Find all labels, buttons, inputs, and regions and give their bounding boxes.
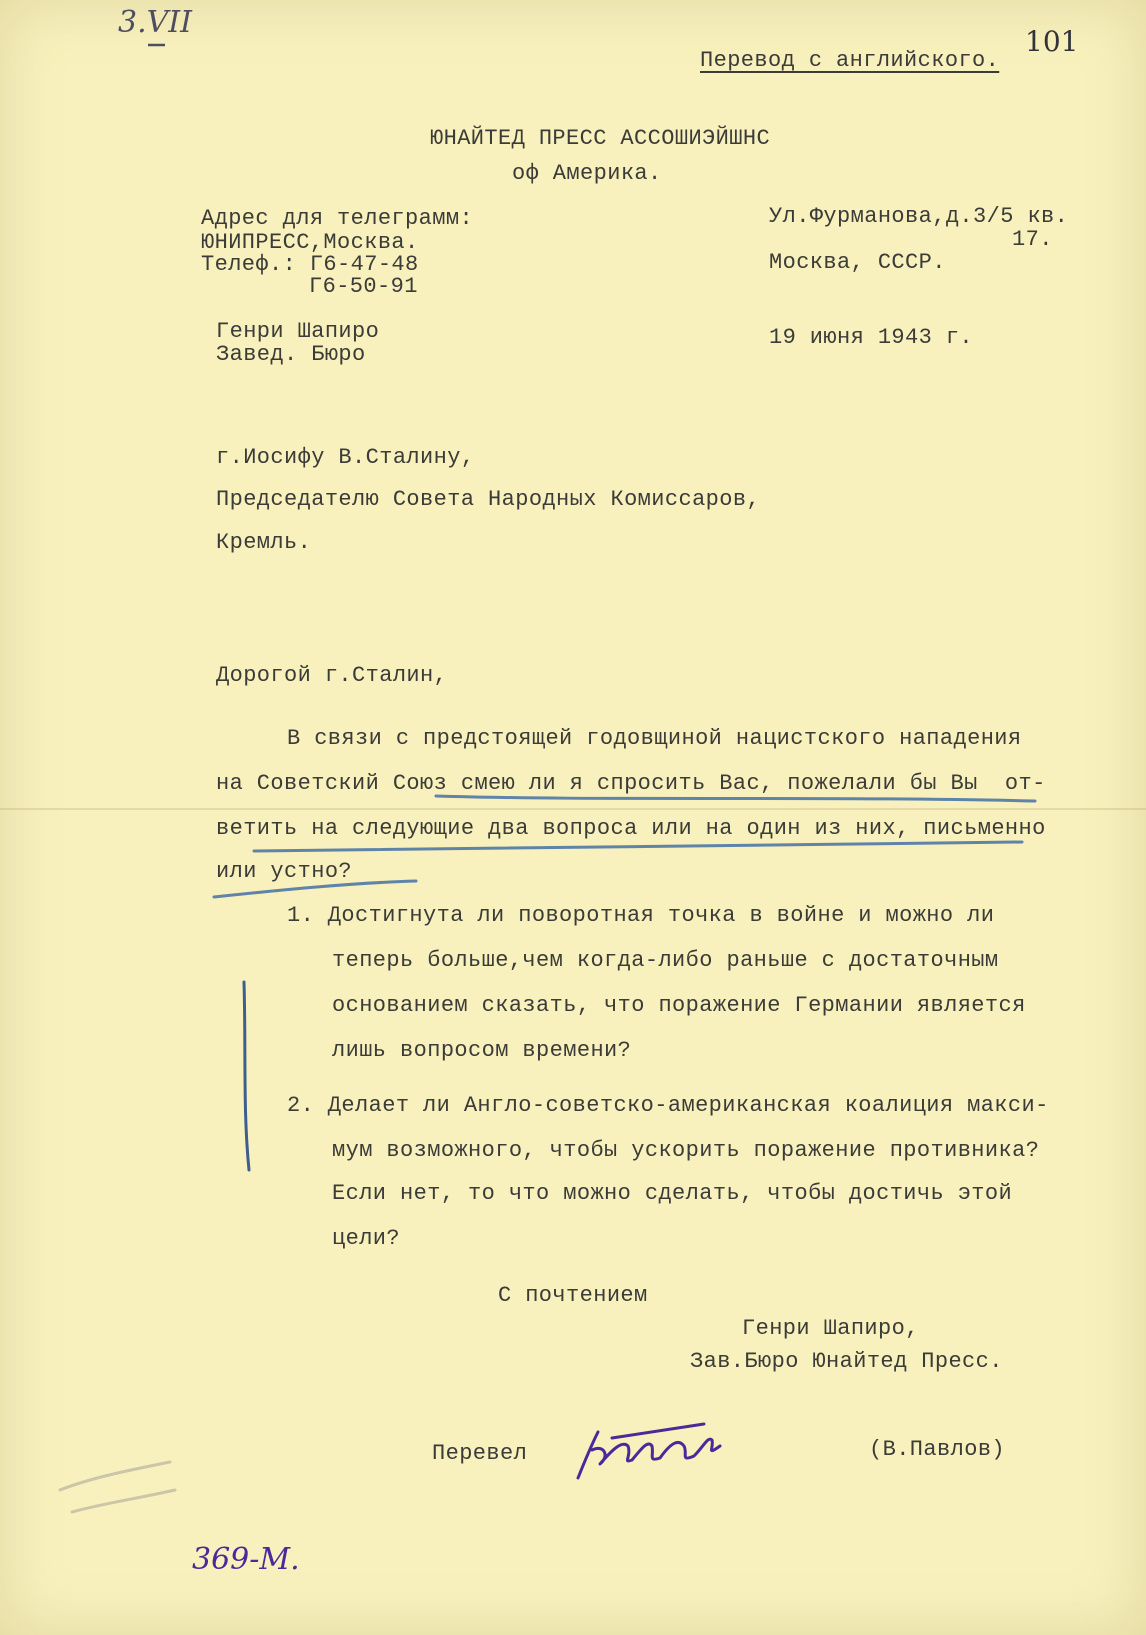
telegram-address: ЮНИПРЕСС,Москва. [201,230,419,255]
street-address: Ул.Фурманова,д.3/5 кв. [769,204,1069,229]
corner-date-note: 3.VII [118,5,192,40]
pencil-underline [436,796,1035,801]
page-number: 101 [1025,25,1079,58]
translated-by-label: Перевел [432,1441,528,1466]
pencil-underline [254,842,1022,851]
translator-name: (В.Павлов) [869,1437,1006,1462]
city: Москва, СССР. [769,250,946,275]
intro-line: на Советский Союз смею ли я спросить Вас, пожелали бы Вы от- [216,771,1046,796]
question-1-line: 1. Достигнута ли поворотная точка в войне и можно ли [287,903,995,928]
intro-line: или устно? [216,859,353,884]
pencil-underline [214,881,416,897]
question-2-line: цели? [332,1226,401,1251]
question-1-line: основанием сказать, что поражение Германии является [332,993,1026,1018]
sender-name: Генри Шапиро [216,319,380,344]
phone-1: Телеф.: Г6-47-48 [201,252,419,277]
salutation: Дорогой г.Сталин, [216,663,448,688]
question-2-line: мум возможного, чтобы ускорить поражение противника? [332,1138,1040,1163]
signature-title: Зав.Бюро Юнайтед Пресс. [690,1349,1003,1374]
sender-position: Завед. Бюро [216,342,366,367]
faint-pencil-note [60,1462,175,1512]
letterhead-company: ЮНАЙТЕД ПРЕСС АССОШИЭЙШНС [430,126,771,151]
telegram-label: Адрес для телеграмм: [201,206,474,231]
translator-signature [578,1424,720,1478]
question-1-line: теперь больше,чем когда-либо раньше с достаточным [332,948,999,973]
question-2-line: Если нет, то что можно сделать, чтобы достичь этой [332,1181,1013,1206]
recipient-place: Кремль. [216,530,312,555]
question-1-line: лишь вопросом времени? [332,1038,632,1063]
apartment-number: 17. [1012,227,1053,252]
recipient-title: Председателю Совета Народных Комиссаров, [216,487,761,512]
recipient-name: г.Иосифу В.Сталину, [216,445,475,470]
closing: С почтением [498,1283,648,1308]
intro-line: ветить на следующие два вопроса или на один из них, письменно [216,816,1046,841]
letterhead-country: оф Америка. [512,161,662,186]
translation-note: Перевод с английского. [700,48,1000,73]
archive-number: 369-М. [192,1542,300,1577]
question-2-line: 2. Делает ли Англо-советско-американская коалиция макси- [287,1093,1049,1118]
intro-line: В связи с предстоящей годовщиной нацистского нападения [287,726,1022,751]
pencil-margin-line [244,982,249,1170]
signature-name: Генри Шапиро, [742,1316,919,1341]
phone-2: Г6-50-91 [309,274,418,299]
letter-date: 19 июня 1943 г. [769,325,974,350]
